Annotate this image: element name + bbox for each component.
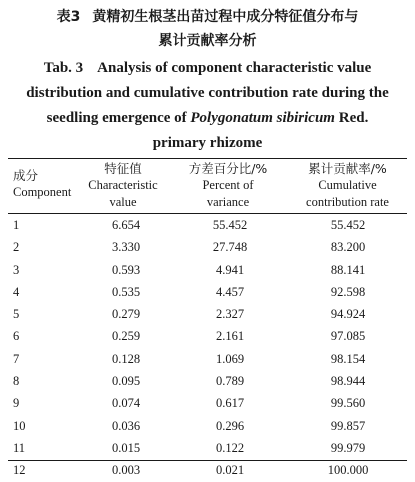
cell-cumulative-rate: 100.000	[327, 463, 369, 478]
header-cumulative-rate-en-2: contribution rate	[306, 195, 389, 209]
header-component-en: Component	[13, 185, 72, 199]
cell-characteristic-value: 0.015	[111, 440, 141, 455]
cell-percent-variance: 4.941	[215, 262, 245, 277]
cell-characteristic-value: 0.259	[111, 329, 141, 344]
cell-percent-variance: 4.457	[215, 284, 245, 299]
header-cumulative-rate-cn: 累计贡献率/%	[308, 161, 387, 176]
cell-cumulative-rate: 99.560	[330, 396, 366, 411]
table-row	[0, 415, 415, 437]
header-characteristic-value-en-1: Characteristic	[88, 178, 158, 192]
cell-component: 3	[13, 262, 20, 277]
cell-characteristic-value: 0.279	[111, 307, 141, 322]
header-characteristic-value	[78, 160, 168, 211]
cell-characteristic-value: 6.654	[111, 218, 141, 232]
table-row	[0, 214, 415, 236]
english-table-number: Tab. 3	[43, 60, 84, 76]
cell-percent-variance: 1.069	[215, 351, 245, 366]
cell-characteristic-value: 0.003	[111, 463, 141, 478]
header-percent-variance-en-2: variance	[206, 195, 250, 209]
cell-component: 5	[13, 307, 20, 322]
chinese-caption-line-2: 累计贡献率分析	[158, 33, 257, 49]
chinese-table-number: 表3	[56, 9, 81, 25]
table-body	[0, 214, 415, 482]
table-bottom-rule	[8, 460, 407, 461]
header-cumulative-rate-en-1: Cumulative	[318, 178, 377, 192]
chinese-caption-text-1: 黄精初生根茎出苗过程中成分特征值分布与	[92, 9, 359, 25]
header-percent-variance	[168, 160, 288, 211]
cell-characteristic-value: 0.593	[111, 262, 141, 277]
header-cumulative-rate	[290, 160, 405, 211]
cell-cumulative-rate: 92.598	[330, 284, 366, 299]
cell-characteristic-value: 3.330	[111, 240, 141, 255]
table-row	[0, 259, 415, 281]
cell-characteristic-value: 0.036	[111, 418, 141, 433]
english-caption-text-3b: Red.	[334, 110, 369, 126]
cell-cumulative-rate: 83.200	[330, 240, 366, 255]
cell-component: 12	[13, 463, 26, 478]
cell-percent-variance: 0.296	[215, 418, 245, 433]
chinese-caption-line-1	[0, 6, 415, 28]
english-caption-text-3a: seedling emergence of	[46, 110, 191, 126]
table-row	[0, 303, 415, 325]
header-component-cn: 成分	[13, 168, 39, 183]
table-row	[0, 236, 415, 258]
cell-percent-variance: 0.789	[215, 374, 245, 389]
cell-percent-variance: 2.327	[215, 307, 245, 322]
cell-component: 9	[13, 396, 20, 411]
header-percent-variance-cn: 方差百分比/%	[188, 161, 268, 176]
cell-component: 4	[13, 284, 20, 299]
cell-component: 7	[13, 351, 20, 366]
table-row	[0, 325, 415, 347]
cell-percent-variance: 0.021	[215, 463, 245, 478]
cell-component: 10	[13, 418, 26, 433]
cell-characteristic-value: 0.074	[111, 396, 141, 411]
header-characteristic-value-cn: 特征值	[104, 161, 142, 176]
header-characteristic-value-en-2: value	[109, 195, 137, 209]
cell-characteristic-value: 0.535	[111, 284, 141, 299]
cell-component: 11	[13, 440, 26, 455]
english-caption-line-1	[0, 56, 415, 80]
cell-percent-variance: 55.452	[212, 218, 248, 232]
cell-component: 8	[13, 374, 20, 389]
table-row	[0, 459, 415, 481]
table-row	[0, 370, 415, 392]
cell-percent-variance: 0.122	[215, 440, 245, 455]
cell-cumulative-rate: 99.979	[330, 440, 366, 455]
english-caption-line-3	[0, 106, 415, 130]
cell-characteristic-value: 0.128	[111, 351, 141, 366]
english-caption-line-4: primary rhizome	[152, 135, 263, 151]
cell-cumulative-rate: 97.085	[330, 329, 366, 344]
cell-cumulative-rate: 94.924	[330, 307, 366, 322]
cell-component: 6	[13, 329, 20, 344]
table-row	[0, 437, 415, 459]
header-percent-variance-en-1: Percent of	[202, 178, 254, 192]
english-caption-line-2: distribution and cumulative contribution rate during the	[26, 85, 389, 101]
cell-characteristic-value: 0.095	[111, 374, 141, 389]
cell-cumulative-rate: 55.452	[330, 218, 366, 232]
table-row	[0, 392, 415, 414]
cell-percent-variance: 2.161	[215, 329, 245, 344]
cell-percent-variance: 0.617	[215, 396, 245, 411]
cell-percent-variance: 27.748	[212, 240, 248, 255]
header-component	[13, 167, 71, 201]
cell-cumulative-rate: 98.154	[330, 351, 366, 366]
cell-cumulative-rate: 98.944	[330, 374, 366, 389]
table-row	[0, 348, 415, 370]
cell-component: 1	[13, 218, 20, 232]
table-row	[0, 281, 415, 303]
cell-cumulative-rate: 88.141	[330, 262, 366, 277]
cell-cumulative-rate: 99.857	[330, 418, 366, 433]
species-name: Polygonatum sibiricum	[190, 110, 335, 126]
english-caption-text-1: Analysis of component characteristic value	[97, 60, 372, 76]
cell-component: 2	[13, 240, 20, 255]
